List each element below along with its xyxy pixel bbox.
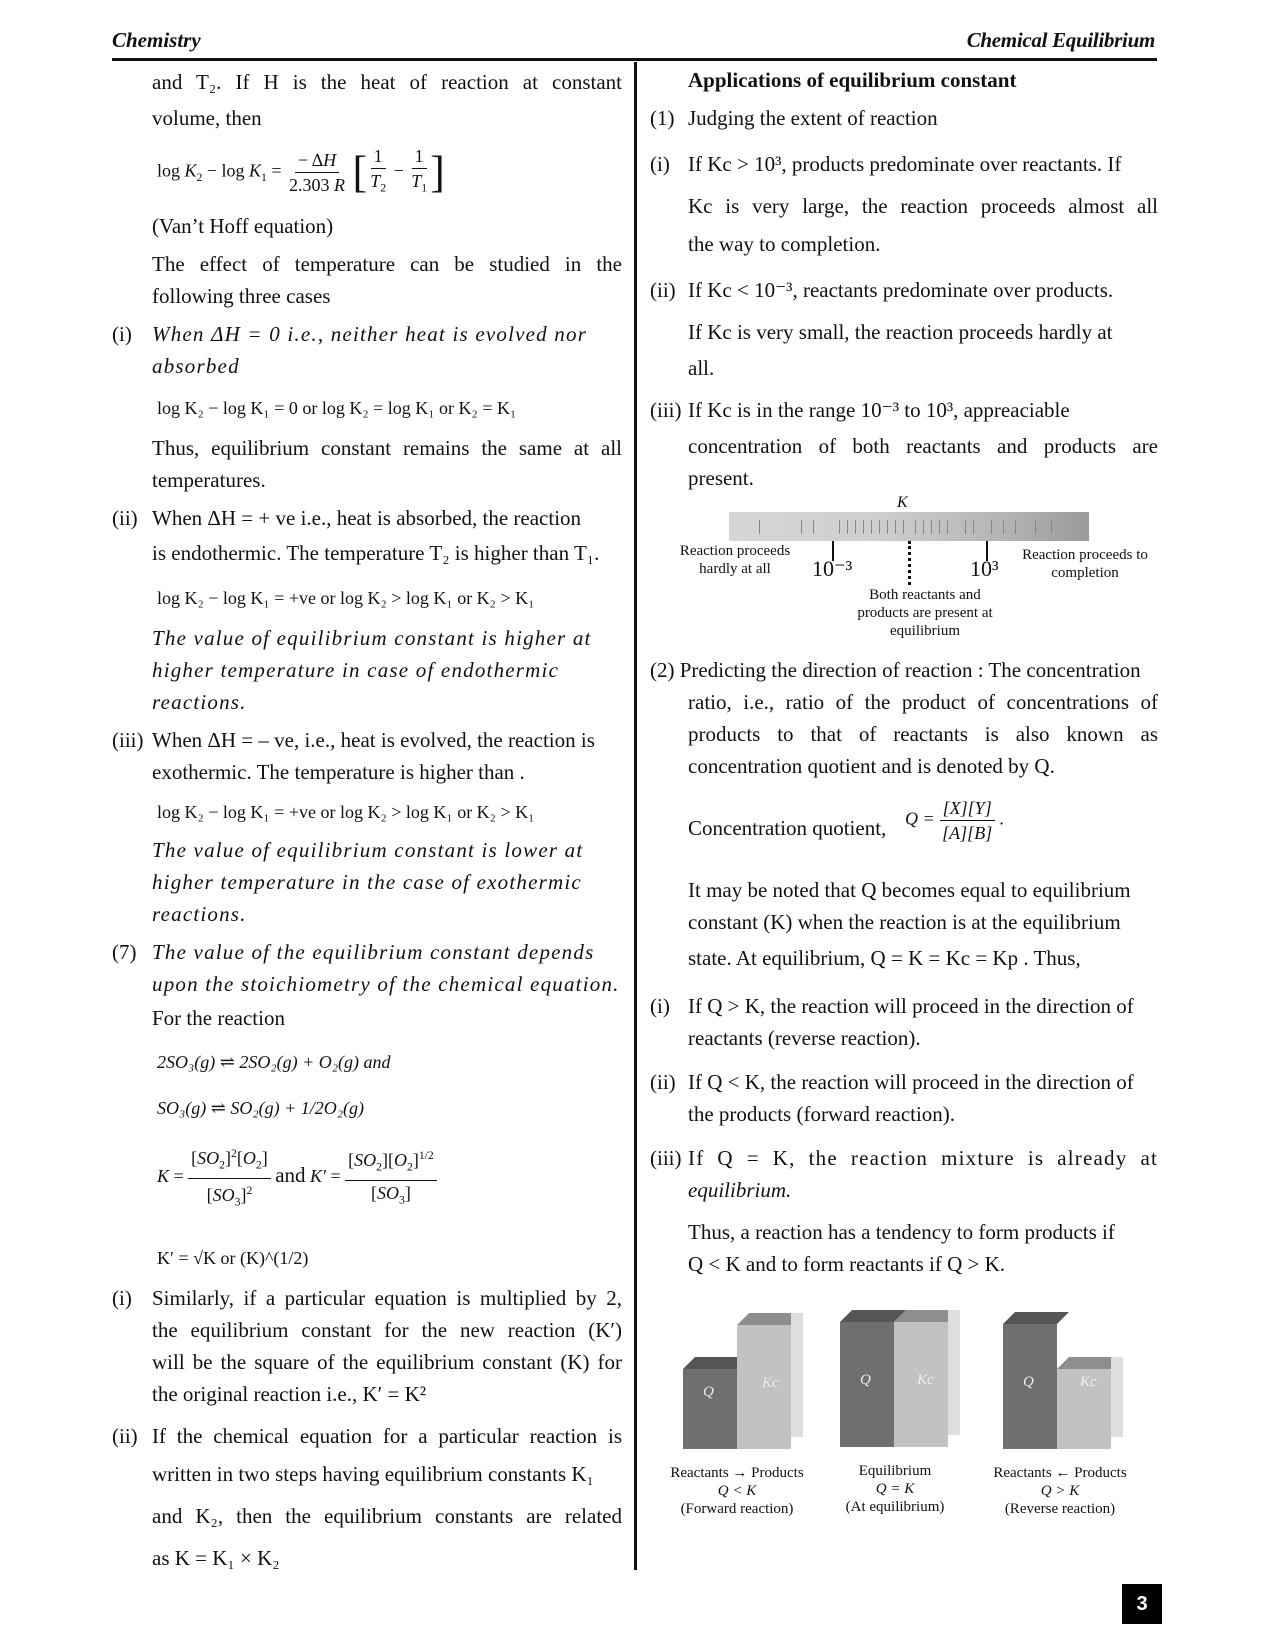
qi-line-2: reactants (reverse reaction). bbox=[688, 1026, 921, 1050]
case-i-equation: log K₂ − log K₁ = 0 or log K₂ = log K₁ or K₂ = K₁ bbox=[157, 398, 517, 418]
scale-k-label: K bbox=[897, 494, 908, 511]
forward-caption-1: Reactants → Products bbox=[670, 1465, 804, 1481]
case-ii-note-1: The value of equilibrium constant is higher at bbox=[152, 626, 592, 650]
p2-line-4: concentration quotient and is denoted by Q. bbox=[688, 754, 1055, 778]
reverse-caption-3: (Reverse reaction) bbox=[1004, 1501, 1116, 1517]
i-line-2: Kc is very large, the reaction proceeds almost all bbox=[688, 194, 1158, 218]
cq-label: Concentration quotient, bbox=[688, 816, 887, 840]
k-dotted-marker bbox=[908, 541, 911, 585]
qii-line-2: the products (forward reaction). bbox=[688, 1102, 956, 1126]
for-the-reaction: For the reaction bbox=[152, 1006, 285, 1030]
p2-line-3: products to that of reactants is also known as bbox=[688, 722, 1158, 746]
case-i-thus-1: Thus, equilibrium constant remains the same at all bbox=[152, 436, 622, 460]
scale-high-tick: 10³ bbox=[970, 556, 999, 581]
effect-line-1: The effect of temperature can be studied in the bbox=[152, 252, 622, 276]
q-label: Q bbox=[703, 1384, 714, 1400]
case-i-line-2: absorbed bbox=[152, 354, 240, 378]
p2-line-2: ratio, i.e., ratio of the product of concentrations of bbox=[688, 690, 1158, 714]
equilibrium-caption-3: (At equilibrium) bbox=[845, 1499, 945, 1515]
qiii-line-1: If Q = K, the reaction mixture is already at bbox=[688, 1146, 1158, 1170]
ii-line-2: If Kc is very small, the reaction proceeds hardly at bbox=[688, 320, 1113, 344]
q-label: Q bbox=[860, 1372, 871, 1388]
reverse-caption-1: Reactants ← Products bbox=[993, 1465, 1127, 1481]
q-bar bbox=[683, 1369, 737, 1449]
case-ii-note-3: reactions. bbox=[152, 690, 247, 714]
column-divider bbox=[634, 62, 637, 1570]
note-line-2: constant (K) when the reaction is at the equilibrium bbox=[688, 910, 1121, 934]
kc-scale-bar bbox=[729, 512, 1089, 541]
point-7-line-2: upon the stoichiometry of the chemical equation. bbox=[152, 972, 620, 996]
similarly-line-3: will be the square of the equilibrium constant (K) for bbox=[152, 1350, 622, 1374]
kc-label: Kc bbox=[1080, 1374, 1097, 1390]
p1-number: (1) bbox=[650, 106, 675, 130]
intro-line-2: volume, then bbox=[152, 106, 262, 130]
k-expressions: K = $\frac{[SO_2]^2[O_2]}{[SO_3]^2}$ and K′ = $\frac{[SO_2][O_2]^{1/2}}{[SO_3]}$ bbox=[157, 1142, 437, 1214]
two-steps-line-1: If the chemical equation for a particular reaction is bbox=[152, 1424, 622, 1448]
running-header-chapter: Chemical Equilibrium bbox=[966, 28, 1155, 52]
case-iii-note-1: The value of equilibrium constant is lower at bbox=[152, 838, 584, 862]
case-iii-note-3: reactions. bbox=[152, 902, 247, 926]
equilibrium-caption-1: Equilibrium bbox=[858, 1463, 932, 1479]
note-line-1: It may be noted that Q becomes equal to equilibrium bbox=[688, 878, 1131, 902]
vant-hoff-label: (Van’t Hoff equation) bbox=[152, 214, 334, 238]
case-iii-line-1: When ΔH = – ve, i.e., heat is evolved, the reaction is bbox=[152, 728, 595, 752]
i-line-1: If Kc > 10³, products predominate over reactants. If bbox=[688, 152, 1122, 176]
similarly-number: (i) bbox=[112, 1286, 132, 1310]
i-line-3: the way to completion. bbox=[688, 232, 881, 256]
case-ii-number: (ii) bbox=[112, 506, 138, 530]
case-ii-line-1: When ΔH = + ve i.e., heat is absorbed, the reaction bbox=[152, 506, 582, 530]
case-iii-note-2: higher temperature in the case of exothermic bbox=[152, 870, 582, 894]
two-steps-number: (ii) bbox=[112, 1424, 138, 1448]
q-label: Q bbox=[1023, 1374, 1034, 1390]
forward-caption-3: (Forward reaction) bbox=[680, 1501, 794, 1517]
scale-left-label: Reaction proceeds hardly at all bbox=[679, 543, 791, 577]
point-7-line-1: The value of the equilibrium constant depends bbox=[152, 940, 595, 964]
intro-line-1: and T₂. If H is the heat of reaction at constant bbox=[152, 70, 622, 94]
similarly-line-4: the original reaction i.e., K′ = K² bbox=[152, 1382, 427, 1406]
kc-label: Kc bbox=[917, 1372, 934, 1388]
reaction-1: 2SO₃(g) ⇌ 2SO₂(g) + O₂(g) and bbox=[157, 1052, 391, 1072]
two-steps-line-3: and K₂, then the equilibrium constants are related bbox=[152, 1504, 622, 1528]
similarly-line-2: the equilibrium constant for the new reaction (K′) bbox=[152, 1318, 622, 1342]
case-i-thus-2: temperatures. bbox=[152, 468, 266, 492]
note-line-3: state. At equilibrium, Q = K = Kc = Kp . Thus, bbox=[688, 946, 1081, 970]
reverse-caption-2: Q > K bbox=[1040, 1483, 1080, 1499]
iii-line-3: present. bbox=[688, 466, 754, 490]
iii-line-2: concentration of both reactants and products are bbox=[688, 434, 1158, 458]
p2-line-1: (2) Predicting the direction of reaction : The concentration bbox=[650, 658, 1141, 682]
effect-line-2: following three cases bbox=[152, 284, 331, 308]
case-iii-number: (iii) bbox=[112, 728, 144, 752]
case-iii-line-2: exothermic. The temperature is higher than . bbox=[152, 760, 525, 784]
tendency-line-2: Q < K and to form reactants if Q > K. bbox=[688, 1252, 1006, 1276]
vant-hoff-equation: $\log K_2 - \log K_1$ = $\frac{- \Delta H}{2.303 R}$ [ $\frac{1}{T_2}$ − $\frac{1}{T_1}$ ] bbox=[157, 146, 445, 197]
kc-label: Kc bbox=[762, 1375, 779, 1391]
qii-line-1: If Q < K, the reaction will proceed in the direction of bbox=[688, 1070, 1134, 1094]
i-number: (i) bbox=[650, 152, 670, 176]
two-steps-line-2: written in two steps having equilibrium constants K₁ bbox=[152, 1462, 594, 1486]
k-prime-relation: K′ = √K or (K)^(1/2) bbox=[157, 1248, 309, 1268]
scale-low-tick: 10⁻³ bbox=[812, 556, 853, 581]
case-ii-line-2: is endothermic. The temperature T₂ is higher than T₁. bbox=[152, 541, 600, 565]
tendency-line-1: Thus, a reaction has a tendency to form products if bbox=[688, 1220, 1115, 1244]
scale-middle-label: Both reactants and products are present at equilibrium bbox=[857, 587, 993, 639]
case-i-line-1: When ΔH = 0 i.e., neither heat is evolved nor bbox=[152, 322, 588, 346]
page-number: 3 bbox=[1122, 1584, 1162, 1624]
cq-expression: Q = $\frac{[X][Y]}{[A][B]}$ . bbox=[905, 798, 1005, 843]
similarly-line-1: Similarly, if a particular equation is multiplied by 2, bbox=[152, 1286, 622, 1310]
scale-right-label: Reaction proceeds to completion bbox=[1022, 547, 1148, 581]
qiii-number: (iii) bbox=[650, 1146, 682, 1170]
header-rule bbox=[112, 58, 1157, 61]
iii-number: (iii) bbox=[650, 398, 682, 422]
case-ii-note-2: higher temperature in case of endothermic bbox=[152, 658, 560, 682]
reaction-2: SO₃(g) ⇌ SO₂(g) + 1/2O₂(g) bbox=[157, 1098, 364, 1118]
qi-number: (i) bbox=[650, 994, 670, 1018]
qii-number: (ii) bbox=[650, 1070, 676, 1094]
ii-number: (ii) bbox=[650, 278, 676, 302]
case-i-number: (i) bbox=[112, 322, 132, 346]
forward-caption-2: Q < K bbox=[717, 1483, 757, 1499]
case-iii-equation: log K₂ − log K₁ = +ve or log K₂ > log K₁ or K₂ > K₁ bbox=[157, 802, 535, 822]
ii-line-1: If Kc < 10⁻³, reactants predominate over products. bbox=[688, 278, 1114, 302]
qiii-line-2: equilibrium. bbox=[688, 1178, 792, 1202]
two-steps-line-4: as K = K₁ × K₂ bbox=[152, 1546, 280, 1570]
ii-line-3: all. bbox=[688, 356, 715, 380]
running-header-subject: Chemistry bbox=[112, 28, 201, 52]
iii-line-1: If Kc is in the range 10⁻³ to 10³, appreaciable bbox=[688, 398, 1070, 422]
equilibrium-caption-2: Q = K bbox=[875, 1481, 915, 1497]
p1-title: Judging the extent of reaction bbox=[688, 106, 938, 130]
section-heading: Applications of equilibrium constant bbox=[688, 68, 1017, 92]
case-ii-equation: log K₂ − log K₁ = +ve or log K₂ > log K₁ or K₂ > K₁ bbox=[157, 588, 535, 608]
point-7-number: (7) bbox=[112, 940, 137, 964]
qi-line-1: If Q > K, the reaction will proceed in the direction of bbox=[688, 994, 1134, 1018]
